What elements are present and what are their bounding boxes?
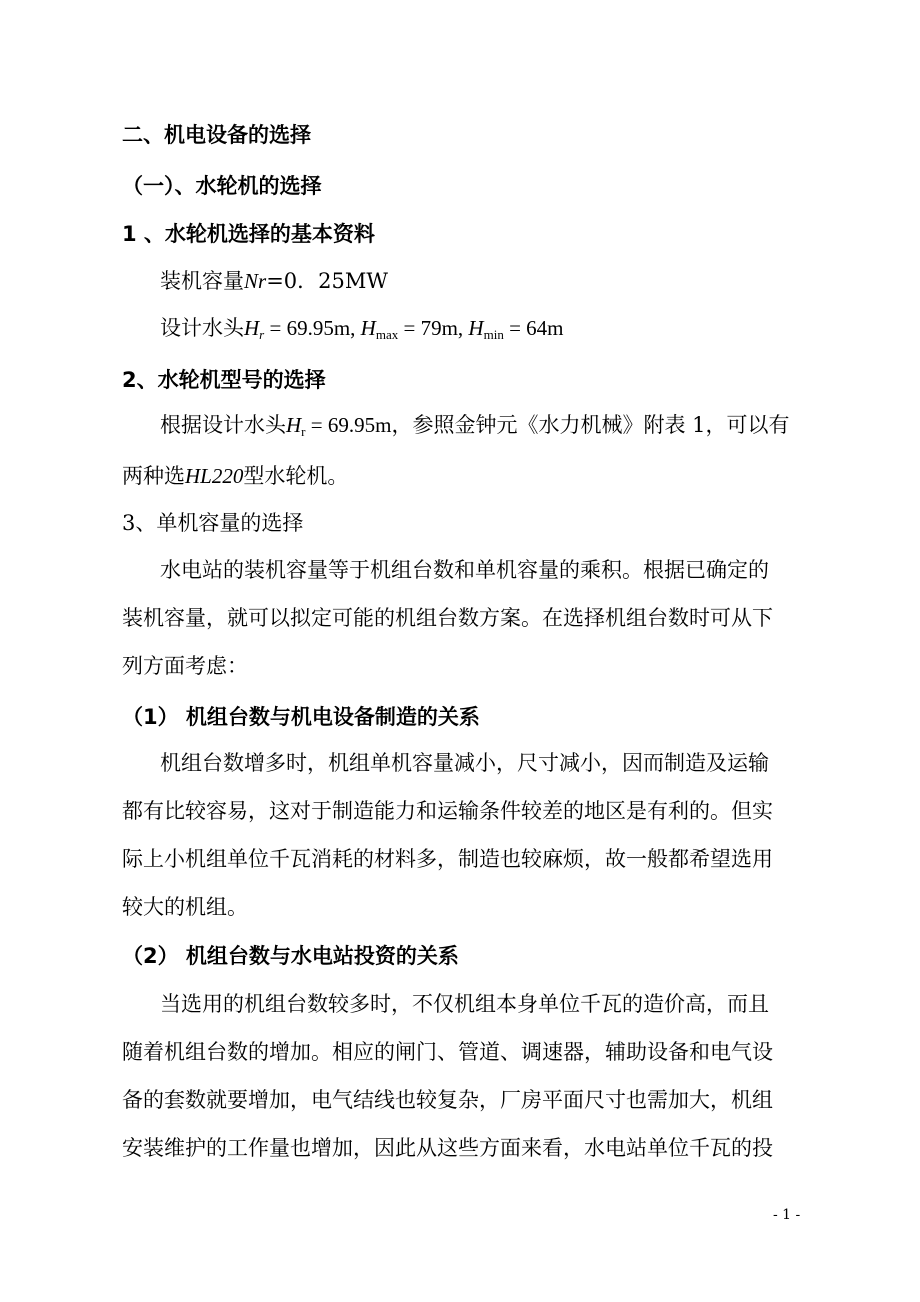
item2-eq: = 69.95m: [305, 413, 392, 437]
sub1-line-3: 际上小机组单位千瓦消耗的材料多，制造也较麻烦，故一般都希望选用: [122, 847, 773, 871]
item2-p1-a: 根据设计水头: [160, 413, 286, 437]
sub1-line-2: 都有比较容易，这对于制造能力和运输条件较差的地区是有利的。但实: [122, 799, 773, 823]
item3-line-1: 水电站的装机容量等于机组台数和单机容量的乘积。根据已确定的: [160, 558, 769, 582]
sub2-line-2: 随着机组台数的增加。相应的闸门、管道、调速器，辅助设备和电气设: [122, 1040, 773, 1064]
sub2-line-1: 当选用的机组台数较多时，不仅机组本身单位千瓦的造价高，而且: [160, 992, 769, 1016]
item2-paragraph-line-2: [122, 461, 348, 491]
item1-title: 1 、水轮机选择的基本资料: [122, 222, 375, 246]
head-prefix: 设计水头: [160, 316, 244, 340]
item2-p2-b: 型水轮机。: [243, 464, 349, 488]
item3-line-3: 列方面考虑：: [122, 654, 248, 678]
item2-p1-b: ，参照金钟元《水力机械》附表 1，可以有: [391, 413, 790, 437]
capacity-symbol: Nr: [244, 269, 267, 293]
head-eq-max: = 79m,: [398, 316, 469, 340]
subsection-title: （一）、水轮机的选择: [122, 174, 322, 198]
sub2-title: （2） 机组台数与水电站投资的关系: [122, 944, 459, 968]
head-eq-min: = 64m: [503, 316, 564, 340]
head-h-min: H: [468, 316, 484, 340]
capacity-line: [160, 266, 388, 296]
capacity-value: =0．25MW: [266, 269, 388, 293]
item2-paragraph-line-1: [160, 410, 790, 447]
head-h-r: H: [244, 316, 260, 340]
item2-p2-a: 两种选: [122, 464, 185, 488]
item2-sub-r: r: [301, 424, 306, 439]
item2-title: 2、水轮机型号的选择: [122, 368, 326, 392]
head-sub-min: min: [483, 327, 504, 342]
sub2-line-3: 备的套数就要增加，电气结线也较复杂，厂房平面尺寸也需加大，机组: [122, 1088, 773, 1112]
head-sub-r: r: [259, 327, 265, 342]
item3-title: 3、单机容量的选择: [122, 511, 304, 535]
head-line: [160, 313, 564, 350]
head-h-max: H: [360, 316, 376, 340]
sub1-line-1: 机组台数增多时，机组单机容量减小，尺寸减小，因而制造及运输: [160, 751, 769, 775]
capacity-prefix: 装机容量: [160, 269, 244, 293]
page-number: - 1 -: [773, 1207, 801, 1223]
head-eq-rated: = 69.95m,: [264, 316, 361, 340]
sub1-line-4: 较大的机组。: [122, 895, 248, 919]
sub1-title: （1） 机组台数与机电设备制造的关系: [122, 705, 480, 729]
sub2-line-4: 安装维护的工作量也增加，因此从这些方面来看，水电站单位千瓦的投: [122, 1136, 773, 1160]
item2-h: H: [286, 413, 302, 437]
section-title: 二、机电设备的选择: [122, 123, 311, 147]
item3-line-2: 装机容量，就可以拟定可能的机组台数方案。在选择机组台数时可从下: [122, 606, 773, 630]
head-sub-max: max: [375, 327, 399, 342]
turbine-model: HL220: [185, 464, 244, 488]
